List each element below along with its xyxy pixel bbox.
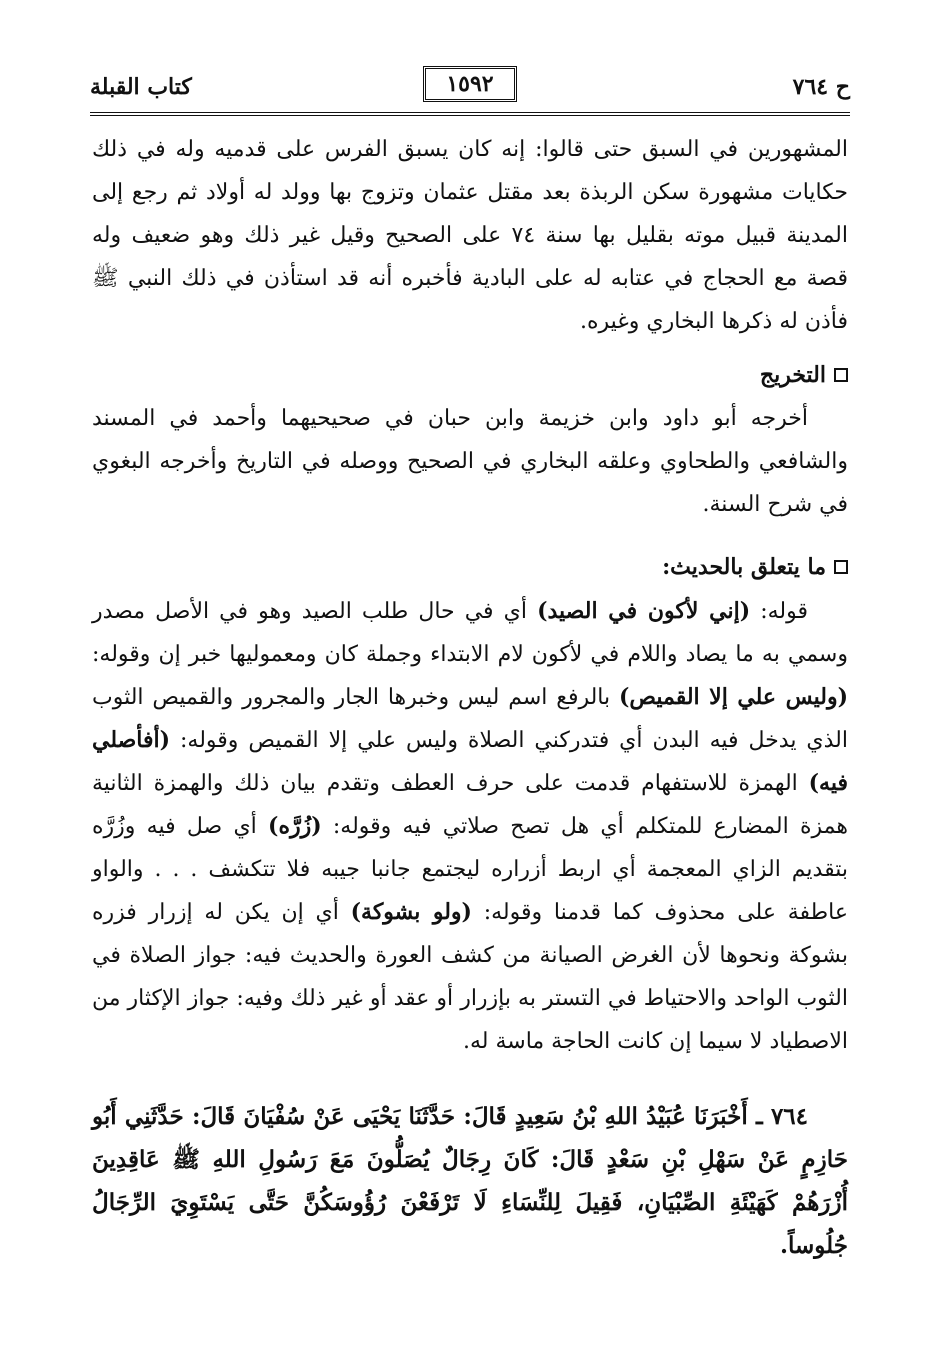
quoted-phrase: (وليس علي إلا القميص) <box>618 684 848 710</box>
biography-paragraph: المشهورين في السبق حتى قالوا: إنه كان يسبق الفرس على قدميه وله في ذلك حكايات مشهورة سكن الربذة بعد مقتل عثمان وتزوج بها وولد له أولاد ثم رجع إلى المدينة قبيل موته بقليل بها سنة ٧٤ على الصحيح وقيل غير ذلك وهو ضعيف وله قصة مع الحجاج في عتابه له على البادية فأخبره أنه قد استأذن في ذلك النبي ﷺ فأذن له ذكرها البخاري وغيره. <box>92 137 848 334</box>
hadith-text: ٧٦٤ ـ أَخْبَرَنَا عُبَيْدُ اللهِ بْنُ سَعِيدٍ قَالَ: حَدَّثَنَا يَحْيَى عَنْ سُفْيَانَ قَالَ: حَدَّثَنِي أَبُو حَازِمٍ عَنْ سَهْلِ بْنِ سَعْدٍ قَالَ: كَانَ رِجَالٌ يُصَلُّونَ مَعَ رَسُولِ اللهِ ﷺ عَاقِدِينَ أُزْرَهُمْ كَهَيْئَةِ الصِّبْيَانِ، فَقِيلَ لِلنِّسَاءِ لَا تَرْفَعْنَ رُؤُوسَكُنَّ حَتَّى يَسْتَوِيَ الرِّجَالُ جُلُوساً. <box>92 1103 848 1259</box>
page-header <box>90 64 850 108</box>
quoted-phrase: (أفأصلي فيه) <box>92 727 848 796</box>
commentary-text: أي صل فيه وزُرَّه بتقديم الزاي المعجمة أي اربط أزراره ليجتمع جانبا جيبه فلا تتكشف . . . والواو عاطفة على محذوف كما قدمنا وقوله: <box>92 814 848 925</box>
header-divider <box>90 112 850 116</box>
commentary-paragraph <box>92 590 848 1063</box>
hadith-reference: ح ٧٦٤ <box>792 74 850 100</box>
commentary-text: أي في حال طلب الصيد وهو في الأصل مصدر وسمي به ما يصاد واللام في لأكون لام الابتداء وجملة كان ومعموليها خبر إن وقوله: <box>92 599 848 667</box>
commentary-text: أي إن يكن له إزرار فزره بشوكة ونحوها لأن الغرض الصيانة من كشف العورة والحديث فيه: جواز الصلاة في الثوب الواحد والاحتياط في التستر به بإزرار أو عقد أو غير ذلك وفيه: جواز الإكثار من الاصطياد لا سيما إن كانت الحاجة ماسة له. <box>92 900 848 1054</box>
quoted-phrase: (زُرَّه) <box>268 813 322 839</box>
quoted-phrase: (ولو بشوكة) <box>350 899 472 925</box>
takhrij-heading <box>760 362 848 388</box>
square-bullet-icon <box>834 368 848 382</box>
square-bullet-icon <box>834 560 848 574</box>
commentary-text: قوله: <box>750 599 809 624</box>
quoted-phrase: (إني لأكون في الصيد) <box>537 598 751 624</box>
commentary-text: الهمزة للاستفهام قدمت على حرف العطف وتقدم بيان ذلك والهمزة الثانية همزة المضارع للمتكلم أي هل تصح صلاتي فيه وقوله: <box>92 771 848 839</box>
commentary-heading <box>662 554 848 580</box>
commentary-heading-label: ما يتعلق بالحديث: <box>662 554 826 580</box>
takhrij-heading-label: التخريج <box>759 362 826 388</box>
takhrij-paragraph: أخرجه أبو داود وابن خزيمة وابن حبان في صحيحيهما وأحمد في المسند والشافعي والطحاوي وعلقه البخاري في الصحيح ووصله في التاريخ وأخرجه البغوي في شرح السنة. <box>92 406 848 517</box>
book-title: كتاب القبلة <box>90 74 192 100</box>
commentary-text: بالرفع اسم ليس وخبرها الجار والمجرور والقميص الثوب الذي يدخل فيه البدن أي فتدركني الصلاة وليس علي إلا القميص وقوله: <box>92 685 848 753</box>
page-number: ١٥٩٢ <box>423 66 517 102</box>
